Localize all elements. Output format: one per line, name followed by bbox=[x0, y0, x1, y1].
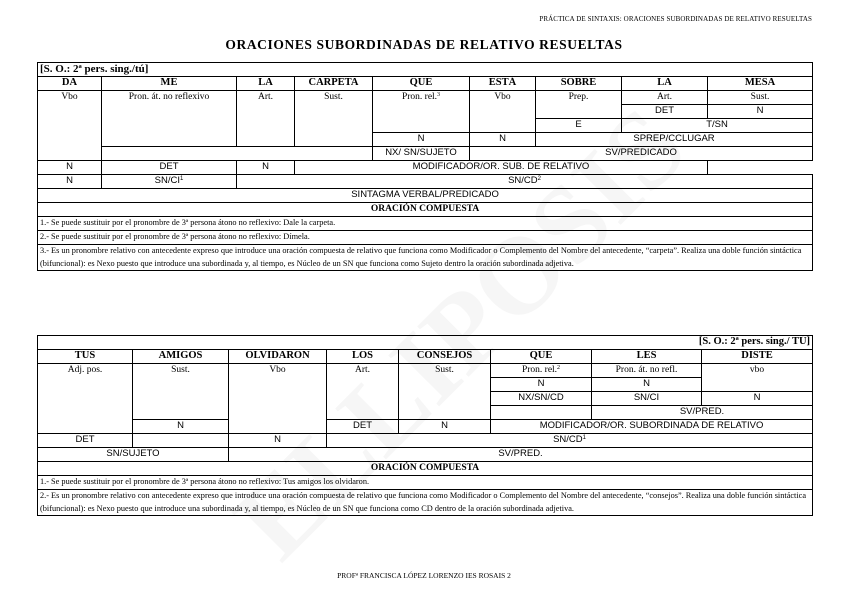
n-esta: N bbox=[470, 133, 536, 147]
word-diste: DISTE bbox=[702, 350, 813, 364]
page-header: PRÁCTICA DE SINTAXIS: ORACIONES SUBORDINADAS DE RELATIVO RESUELTAS bbox=[539, 15, 812, 23]
n-da: N bbox=[38, 175, 102, 189]
note-1-1: 1.- Se puede sustituir por el pronombre de 3ª persona átono no reflexivo: Dale la carpeta. bbox=[38, 217, 813, 231]
n-les: N bbox=[592, 378, 702, 392]
det-los: DET bbox=[327, 420, 399, 434]
cat-que: Pron. rel.$^3$ bbox=[373, 91, 470, 133]
cat-me: Pron. át. no reflexivo bbox=[102, 91, 237, 147]
note-2-1: 1.- Se puede sustituir por el pronombre de 3ª persona átono no reflexivo: Tus amigos los olvidaron. bbox=[38, 476, 813, 490]
det-la: DET bbox=[102, 161, 237, 175]
word-tus: TUS bbox=[38, 350, 133, 364]
cat-la-2: Art. bbox=[622, 91, 708, 105]
page-title: ORACIONES SUBORDINADAS DE RELATIVO RESUELTAS bbox=[225, 37, 623, 52]
word-esta: ESTÁ bbox=[470, 77, 536, 91]
word-da: DA bbox=[38, 77, 102, 91]
word-row-2 bbox=[38, 350, 813, 364]
word-la-2: LA bbox=[622, 77, 708, 91]
cat-da: Vbo bbox=[38, 91, 102, 161]
word-amigos: AMIGOS bbox=[133, 350, 229, 364]
word-carpeta: CARPETA bbox=[295, 77, 373, 91]
cat-diste: vbo bbox=[702, 364, 813, 392]
modificador-sub-relativo: MODIFICADOR/OR. SUB. DE RELATIVO bbox=[295, 161, 708, 175]
sn-sujeto: SN/SUJETO bbox=[38, 448, 229, 462]
oracion-compuesta-1: ORACIÓN COMPUESTA bbox=[38, 203, 813, 217]
sintagma-verbal-predicado: SINTAGMA VERBAL/PREDICADO bbox=[38, 189, 813, 203]
cat-consejos: Sust. bbox=[399, 364, 491, 420]
modificador-sub-relativo-2: MODIFICADOR/OR. SUBORDINADA DE RELATIVO bbox=[491, 420, 813, 434]
n-mesa: N bbox=[708, 105, 813, 119]
nx-sn-cd: NX/SN/CD bbox=[491, 392, 592, 406]
n-me: N bbox=[38, 161, 102, 175]
cat-que-2: Pron. rel.$^2$ bbox=[491, 364, 592, 378]
det-tus: DET bbox=[38, 434, 133, 448]
note-2-2: 2.- Es un pronombre relativo con antecedente expreso que introduce una oración compuesta de relativo que funciona como Modificador o Complemento del Nombre del antecedente, “consejos”. Realiza una doble función sintáctica (bifuncional): es Nexo puesto que introduce una subordinada y, al tiempo, es Núcleo de un SN que funciona como CD dentro de la oración subordinada adjetiva. bbox=[38, 490, 813, 516]
n-olvidaron: N bbox=[229, 434, 327, 448]
oracion-compuesta-2: ORACIÓN COMPUESTA bbox=[38, 462, 813, 476]
sv-pred: SV/PRED. bbox=[229, 448, 813, 462]
n-diste: N bbox=[702, 392, 813, 406]
word-los: LOS bbox=[327, 350, 399, 364]
note-1-2: 2.- Se puede sustituir por el pronombre de 3ª persona átono no reflexivo: Dímela. bbox=[38, 231, 813, 245]
word-que-2: QUE bbox=[491, 350, 592, 364]
note-1-3: 3.- Es un pronombre relativo con antecedente expreso que introduce una oración compuesta de relativo que funciona como Modificador o Complemento del Nombre del antecedente, “carpeta”. Realiza una doble función sintáctica (bifuncional): es Nexo puesto que introduce una subordinada y, al tiempo, es Núcleo de un SN que funciona como Sujeto dentro la oración subordinada adjetiva. bbox=[38, 245, 813, 271]
n-que-2: N bbox=[491, 378, 592, 392]
word-olvidaron: OLVIDARON bbox=[229, 350, 327, 364]
word-me: ME bbox=[102, 77, 237, 91]
t-sn: T/SN bbox=[622, 119, 813, 133]
n-que: N bbox=[373, 133, 470, 147]
cat-olvidaron: Vbo bbox=[229, 364, 327, 434]
cat-la: Art. bbox=[237, 91, 295, 147]
nx-sn-sujeto: NX/ SN/SUJETO bbox=[373, 147, 470, 161]
sn-ci-2: SN/CI bbox=[592, 392, 702, 406]
n-carpeta: N bbox=[237, 161, 295, 175]
word-que: QUE bbox=[373, 77, 470, 91]
cat-los: Art. bbox=[327, 364, 399, 420]
word-consejos: CONSEJOS bbox=[399, 350, 491, 364]
sv-predicado-sub: SV/PREDICADO bbox=[470, 147, 813, 161]
word-row bbox=[38, 77, 813, 91]
analysis-table-1 bbox=[37, 62, 813, 271]
cat-tus: Adj. pos. bbox=[38, 364, 133, 434]
cat-les: Pron. át. no refl. bbox=[592, 364, 702, 378]
e-sobre: E bbox=[536, 119, 622, 133]
cat-esta: Vbo bbox=[470, 91, 536, 133]
word-les: LES bbox=[592, 350, 702, 364]
cat-mesa: Sust. bbox=[708, 91, 813, 105]
n-amigos: N bbox=[133, 420, 229, 434]
sn-cd-2: $SN/CD^1$ bbox=[327, 434, 813, 448]
sprep-cclugar: SPREP/CCLUGAR bbox=[536, 133, 813, 147]
word-mesa: MESA bbox=[708, 77, 813, 91]
analysis-table-2 bbox=[37, 335, 813, 516]
sv-pred-sub: SV/PRED. bbox=[592, 406, 813, 420]
subject-omitted-1: [S. O.: 2ª pers. sing./tú] bbox=[38, 63, 813, 77]
cat-amigos: Sust. bbox=[133, 364, 229, 420]
cat-sobre: Prep. bbox=[536, 91, 622, 119]
sn-cd: $SN/CD^2$ bbox=[237, 175, 813, 189]
word-sobre: SOBRE bbox=[536, 77, 622, 91]
n-consejos: N bbox=[399, 420, 491, 434]
det-la-2: DET bbox=[622, 105, 708, 119]
subject-omitted-2: [S. O.: 2ª pers. sing./ TÚ] bbox=[38, 336, 813, 350]
word-la: LA bbox=[237, 77, 295, 91]
sn-ci: $SN/CI^1$ bbox=[102, 175, 237, 189]
page-footer: PROFª FRANCISCA LÓPEZ LORENZO IES ROSAIS 2 bbox=[337, 571, 511, 580]
cat-carpeta: Sust. bbox=[295, 91, 373, 147]
